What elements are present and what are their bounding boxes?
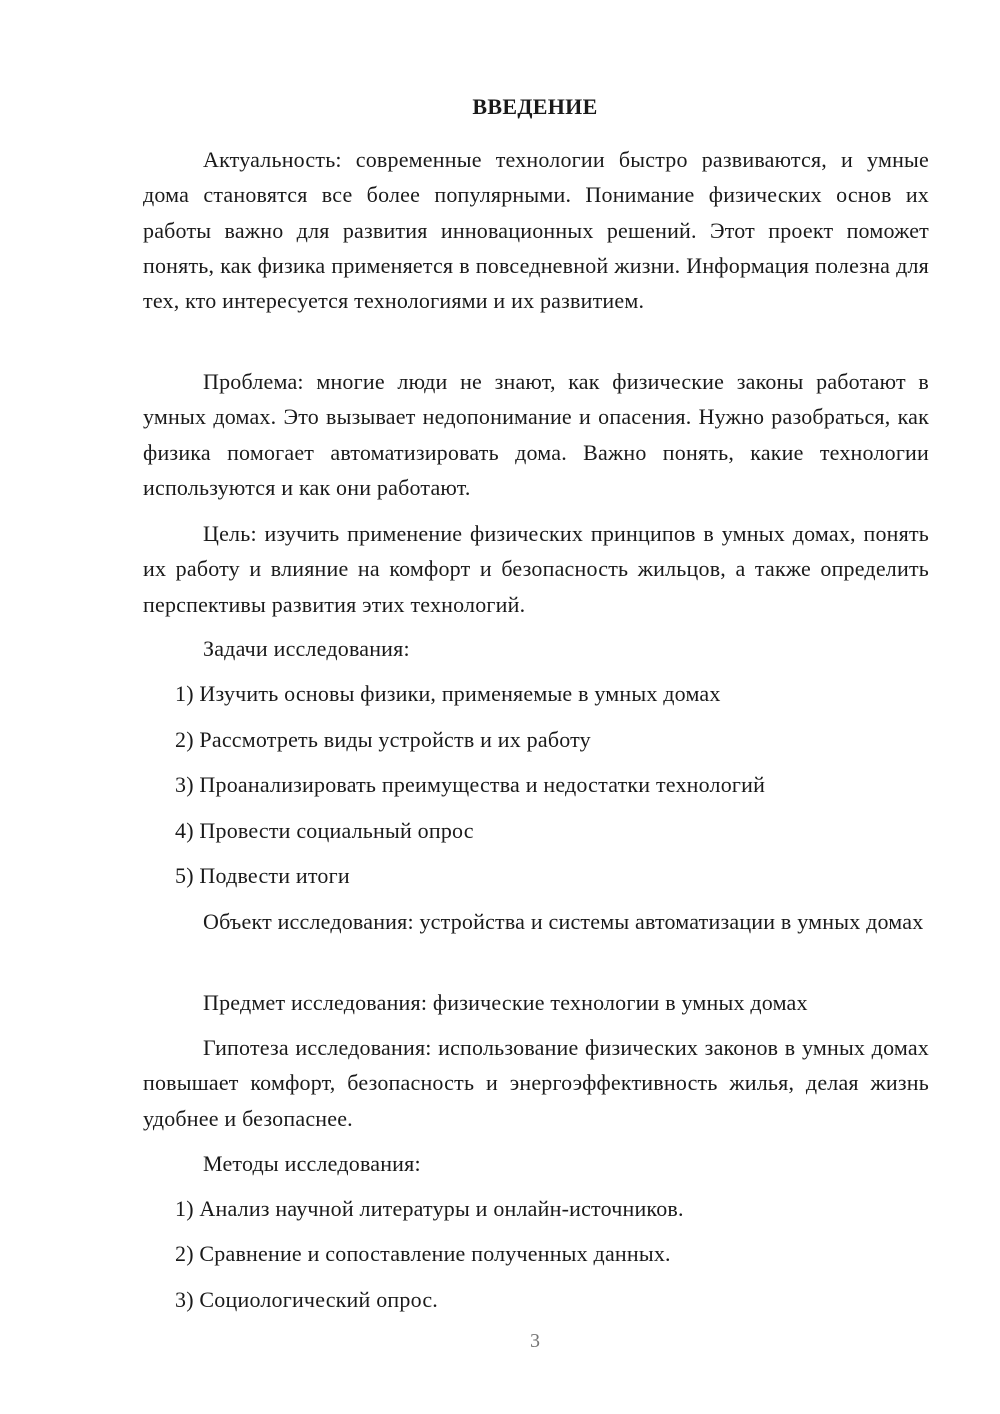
relevance-paragraph: Актуальность: современные технологии быстро развиваются, и умные дома становятся все более популярными. Понимание физических основ их работы важно для развития инновационных решений. Этот проект поможет понять, как физика применяется в повседневной жизни. Информация полезна для тех, кто интересуется технологиями и их развитием. [143, 147, 929, 314]
methods-label: Методы исследования: [203, 1151, 421, 1176]
goal-paragraph: Цель: изучить применение физических принципов в умных домах, понять их работу и влияние на комфорт и безопасность жильцов, а также определить перспективы развития этих технологий. [143, 521, 929, 617]
method-item: 1) Анализ научной литературы и онлайн-источников. [175, 1196, 684, 1221]
page-title: ВВЕДЕНИЕ [472, 94, 598, 119]
task-item: 5) Подвести итоги [175, 863, 350, 888]
task-item: 3) Проанализировать преимущества и недостатки технологий [175, 772, 766, 797]
hypothesis-paragraph: Гипотеза исследования: использование физических законов в умных домах повышает комфорт, безопасность и энергоэффективность жилья, делая жизнь удобнее и безопаснее. [143, 1035, 929, 1131]
method-item: 3) Социологический опрос. [175, 1287, 438, 1312]
page-number: 3 [530, 1330, 540, 1352]
object-paragraph: Объект исследования: устройства и системы автоматизации в умных домах [203, 909, 924, 934]
problem-paragraph: Проблема: многие люди не знают, как физические законы работают в умных домах. Это вызывает недопонимание и опасения. Нужно разобраться, как физика помогает автоматизировать дома. Важно понять, какие технологии используются и как они работают. [143, 369, 929, 500]
tasks-label: Задачи исследования: [203, 636, 410, 661]
task-item: 2) Рассмотреть виды устройств и их работу [175, 727, 591, 752]
task-item: 4) Провести социальный опрос [175, 818, 474, 843]
task-item: 1) Изучить основы физики, применяемые в умных домах [175, 681, 721, 706]
method-item: 2) Сравнение и сопоставление полученных данных. [175, 1241, 671, 1266]
subject-paragraph: Предмет исследования: физические технологии в умных домах [203, 990, 808, 1015]
